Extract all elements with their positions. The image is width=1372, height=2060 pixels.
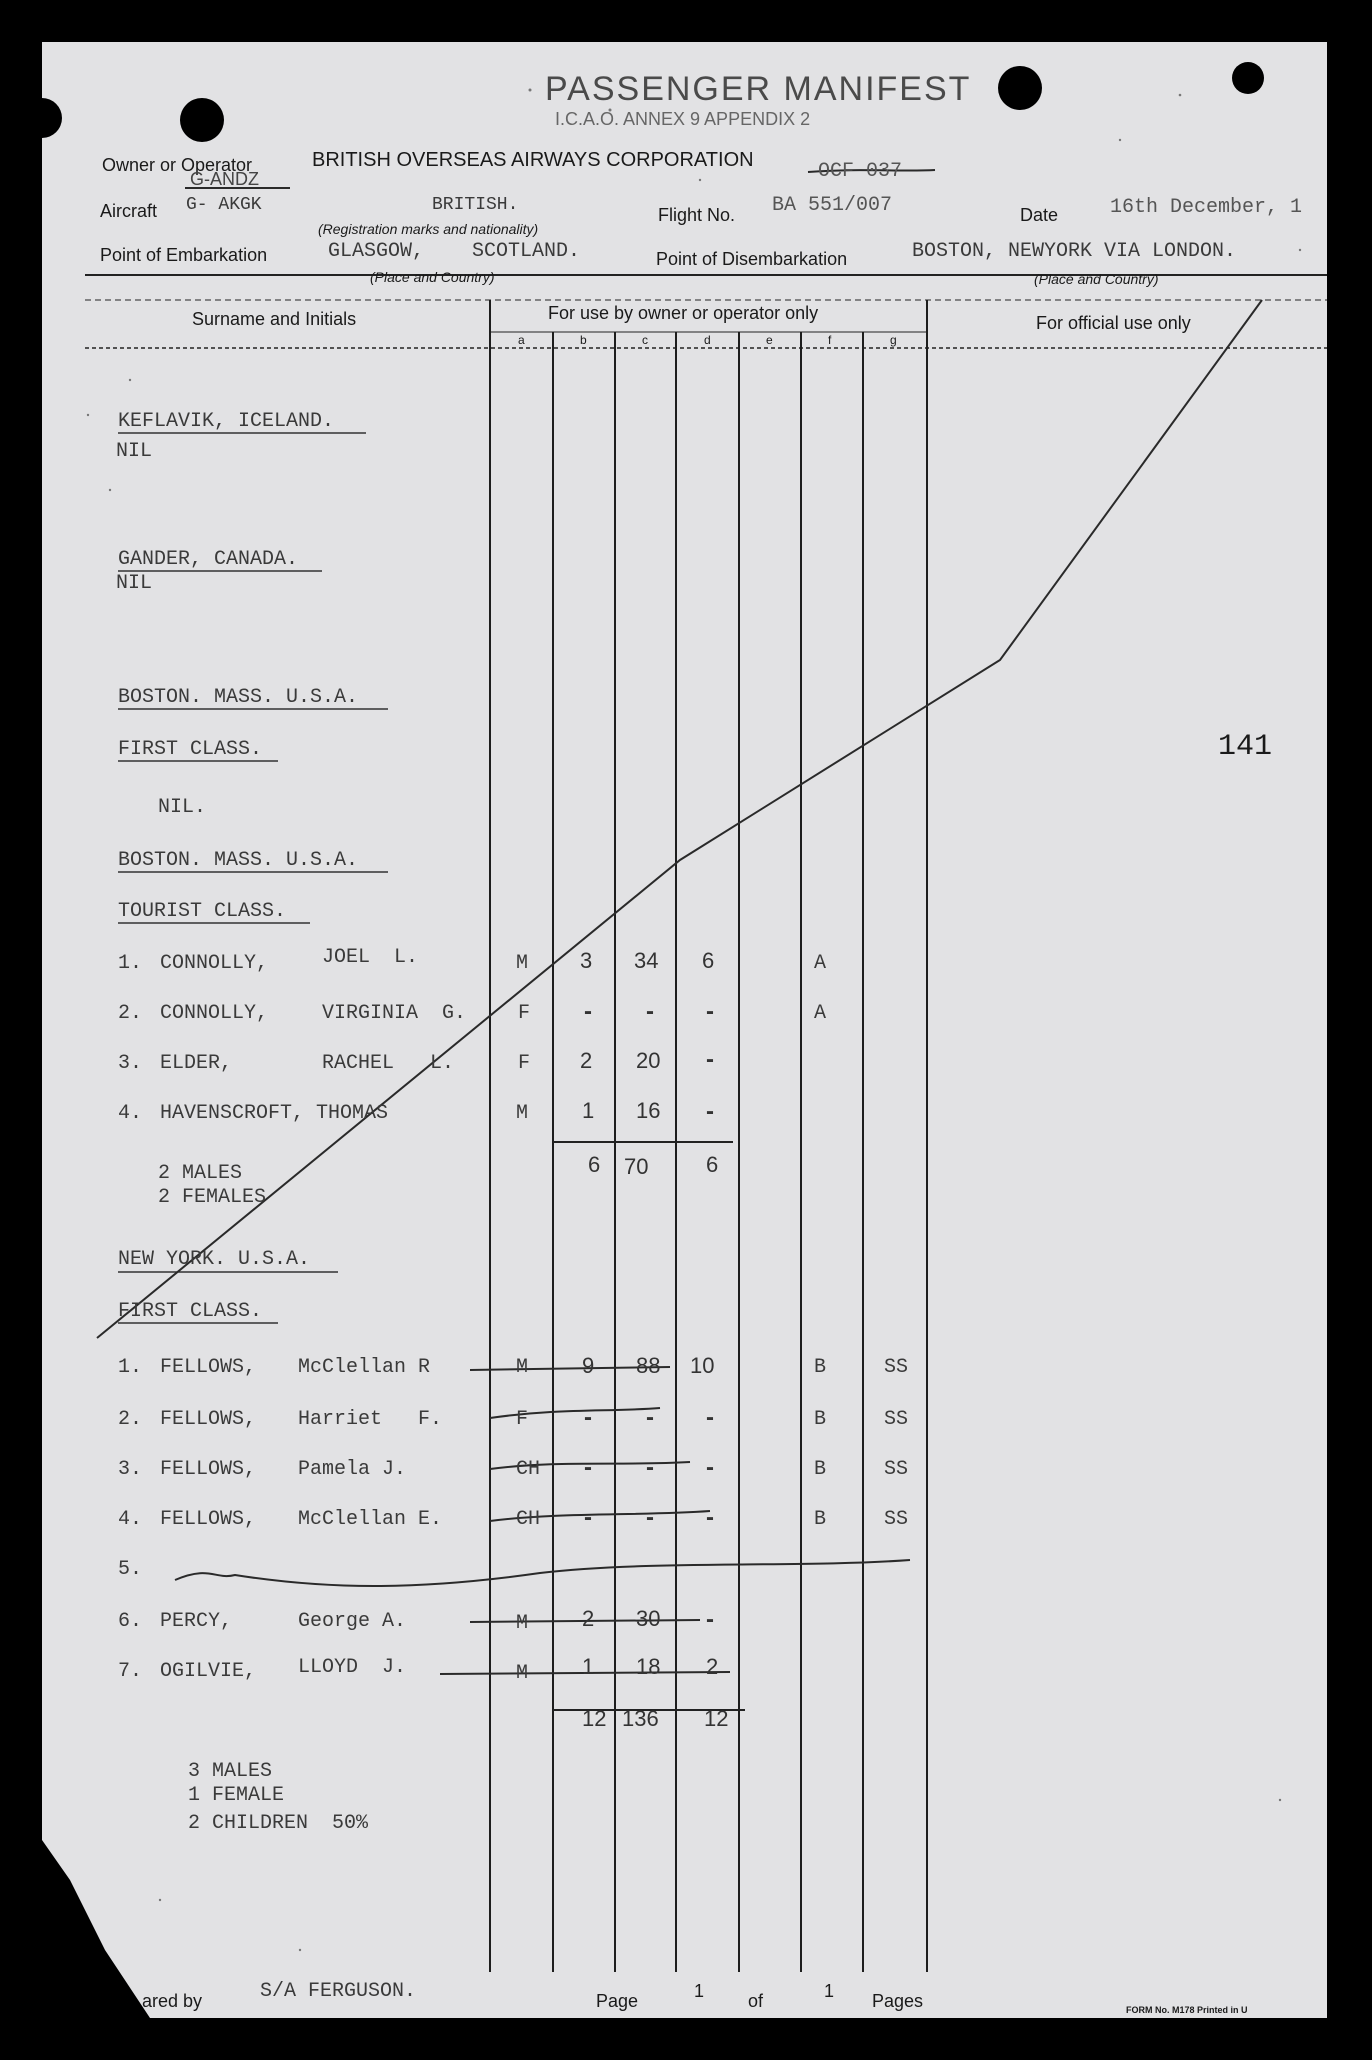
subcol-d: d	[704, 333, 711, 347]
passenger-col-a: CH	[516, 1508, 541, 1531]
disembarkation-label: Point of Disembarkation	[656, 249, 848, 269]
manifest-subtitle: I.C.A.O. ANNEX 9 APPENDIX 2	[555, 109, 811, 129]
punch-hole-center	[998, 66, 1042, 110]
passenger-num: 1.	[118, 1356, 143, 1379]
form-code-struck: OCF 037	[818, 160, 903, 183]
section-keflavik-nil: NIL	[116, 440, 153, 463]
embarkation-note: (Place and Country)	[370, 269, 495, 285]
section-first-class-2: FIRST CLASS.	[118, 1300, 263, 1323]
passenger-col-b: 3	[580, 948, 593, 973]
aircraft-nationality: BRITISH.	[432, 195, 519, 215]
passenger-surname: CONNOLLY,	[160, 1002, 269, 1025]
passenger-col-d: 10	[690, 1353, 715, 1378]
form-number: FORM No. M178 Printed in U	[1126, 2005, 1248, 2015]
date-value: 16th December, 1	[1110, 196, 1303, 219]
page-value: 1	[694, 1981, 705, 2001]
passenger-col-b: 2	[580, 1048, 593, 1073]
newyork-total-d: 12	[704, 1706, 729, 1731]
of-label: of	[748, 1991, 764, 2011]
passenger-col-d: -	[706, 1454, 714, 1481]
subcol-g: g	[890, 333, 897, 347]
passenger-given: George A.	[298, 1610, 407, 1633]
passenger-num: 2.	[118, 1408, 143, 1431]
passenger-given: JOEL L.	[322, 946, 419, 969]
passenger-num: 7.	[118, 1660, 143, 1683]
passenger-col-b: -	[584, 998, 592, 1025]
passenger-col-d: -	[706, 1504, 714, 1531]
passenger-col-c: -	[646, 998, 654, 1025]
prepared-by-label: ared by	[142, 1991, 203, 2011]
manifest-title: PASSENGER MANIFEST	[545, 70, 972, 108]
passenger-given: VIRGINIA G.	[322, 1002, 467, 1025]
date-label: Date	[1020, 205, 1059, 225]
boston-summary-females: 2 FEMALES	[158, 1186, 267, 1209]
section-gander: GANDER, CANADA.	[118, 548, 299, 571]
boston-total-c: 70	[624, 1154, 649, 1179]
passenger-col-c: 20	[636, 1048, 661, 1073]
flight-label: Flight No.	[658, 205, 736, 225]
passenger-col-g: SS	[884, 1356, 909, 1379]
newyork-summary-children: 2 CHILDREN 50%	[188, 1812, 369, 1835]
prepared-by-value: S/A FERGUSON.	[260, 1980, 417, 2003]
subcol-e: e	[766, 333, 773, 347]
page-number-stamp: 141	[1218, 730, 1273, 764]
passenger-col-c: 16	[636, 1098, 661, 1123]
section-newyork: NEW YORK. U.S.A.	[118, 1248, 311, 1271]
passenger-surname: CONNOLLY,	[160, 952, 269, 975]
passenger-col-g: SS	[884, 1458, 909, 1481]
owner-label: Owner or Operator	[102, 155, 253, 175]
passenger-surname: PERCY,	[160, 1610, 233, 1633]
passenger-given: McClellan E.	[298, 1508, 443, 1531]
passenger-col-g: SS	[884, 1508, 909, 1531]
subcol-b: b	[580, 333, 587, 347]
passenger-col-b: -	[584, 1404, 592, 1431]
passenger-surname: FELLOWS,	[160, 1508, 257, 1531]
passenger-col-f: A	[814, 952, 827, 975]
passenger-surname: ELDER,	[160, 1052, 233, 1075]
newyork-total-b: 12	[582, 1706, 607, 1731]
passenger-col-c: -	[646, 1504, 654, 1531]
passenger-surname: FELLOWS,	[160, 1458, 257, 1481]
disembarkation-note: (Place and Country)	[1034, 271, 1159, 287]
passenger-col-d: -	[706, 1606, 714, 1633]
passenger-num: 5.	[118, 1558, 143, 1581]
passenger-col-a: F	[518, 1052, 531, 1075]
passenger-col-c: -	[646, 1454, 654, 1481]
passenger-col-b: 1	[582, 1098, 595, 1123]
passenger-col-d: -	[706, 1046, 714, 1073]
aircraft-label: Aircraft	[100, 201, 158, 221]
passenger-surname: FELLOWS,	[160, 1408, 257, 1431]
passenger-col-c: 88	[636, 1353, 661, 1378]
passenger-given: McClellan R	[298, 1356, 431, 1379]
paper-sheet	[42, 42, 1327, 2018]
passenger-num: 1.	[118, 952, 143, 975]
pages-label: Pages	[872, 1991, 924, 2011]
passenger-col-b: -	[584, 1504, 592, 1531]
passenger-col-c: 34	[634, 948, 659, 973]
embarkation-label: Point of Embarkation	[100, 245, 268, 265]
punch-hole-edge	[22, 98, 62, 138]
official-use-column-header: For official use only	[1036, 313, 1191, 333]
passenger-col-b: 9	[582, 1353, 595, 1378]
passenger-col-f: B	[814, 1408, 827, 1431]
section-first-class-1: FIRST CLASS.	[118, 738, 263, 761]
passenger-col-a: M	[516, 1612, 529, 1635]
passenger-col-a: F	[516, 1408, 529, 1431]
disembarkation-value: BOSTON, NEWYORK VIA LONDON.	[912, 240, 1237, 263]
passenger-num: 3.	[118, 1052, 143, 1075]
passenger-surname: OGILVIE,	[160, 1660, 257, 1683]
passenger-col-a: M	[516, 1662, 529, 1685]
aircraft-registration: G- AKGK	[186, 195, 262, 215]
passenger-given: Harriet F.	[298, 1408, 443, 1431]
passenger-col-f: A	[814, 1002, 827, 1025]
passenger-col-f: B	[814, 1508, 827, 1531]
punch-hole-right	[1232, 62, 1264, 94]
passenger-surname: HAVENSCROFT, THOMAS	[160, 1102, 389, 1125]
passenger-col-a: F	[518, 1002, 531, 1025]
flight-value: BA 551/007	[772, 194, 893, 217]
passenger-col-d: 2	[706, 1654, 719, 1679]
passenger-col-b: 1	[582, 1654, 595, 1679]
passenger-col-a: M	[516, 1102, 529, 1125]
passenger-col-c: 18	[636, 1654, 661, 1679]
section-keflavik: KEFLAVIK, ICELAND.	[118, 410, 335, 433]
passenger-num: 2.	[118, 1002, 143, 1025]
passenger-col-d: 6	[702, 948, 715, 973]
owner-struck-text: G-ANDZ	[190, 169, 259, 189]
of-value: 1	[824, 1981, 835, 2001]
passenger-col-d: -	[706, 1404, 714, 1431]
passenger-given: RACHEL L.	[322, 1052, 455, 1075]
passenger-given: LLOYD J.	[298, 1656, 407, 1679]
owner-use-column-header: For use by owner or operator only	[548, 303, 819, 323]
newyork-total-c: 136	[622, 1706, 659, 1731]
boston-summary-males: 2 MALES	[158, 1162, 243, 1185]
subcol-f: f	[828, 333, 832, 347]
passenger-num: 4.	[118, 1508, 143, 1531]
subcol-c: c	[642, 333, 648, 347]
passenger-col-g: SS	[884, 1408, 909, 1431]
section-nil-first: NIL.	[158, 796, 207, 819]
page-label: Page	[596, 1991, 639, 2011]
aircraft-note: (Registration marks and nationality)	[318, 221, 539, 237]
passenger-col-c: 30	[636, 1606, 661, 1631]
passenger-col-d: -	[706, 998, 714, 1025]
passenger-col-f: B	[814, 1458, 827, 1481]
section-tourist-class: TOURIST CLASS.	[118, 900, 287, 923]
punch-hole-left	[180, 98, 224, 142]
passenger-num: 3.	[118, 1458, 143, 1481]
passenger-col-a: CH	[516, 1458, 541, 1481]
passenger-given: Pamela J.	[298, 1458, 407, 1481]
boston-total-d: 6	[706, 1152, 719, 1177]
owner-value: BRITISH OVERSEAS AIRWAYS CORPORATION	[312, 149, 754, 171]
passenger-col-a: M	[516, 1356, 529, 1379]
passenger-col-b: 2	[582, 1606, 595, 1631]
passenger-num: 6.	[118, 1610, 143, 1633]
surname-column-header: Surname and Initials	[192, 309, 357, 329]
passenger-col-d: -	[706, 1098, 714, 1125]
passenger-surname: FELLOWS,	[160, 1356, 257, 1379]
subcol-a: a	[518, 333, 525, 347]
newyork-summary-males: 3 MALES	[188, 1760, 273, 1783]
section-gander-nil: NIL	[116, 572, 153, 595]
boston-total-b: 6	[588, 1152, 601, 1177]
passenger-col-f: B	[814, 1356, 827, 1379]
passenger-col-c: -	[646, 1404, 654, 1431]
passenger-num: 4.	[118, 1102, 143, 1125]
passenger-col-a: M	[516, 952, 529, 975]
section-boston-first: BOSTON. MASS. U.S.A.	[118, 686, 359, 709]
embarkation-value: GLASGOW, SCOTLAND.	[328, 240, 581, 263]
passenger-col-b: -	[584, 1454, 592, 1481]
section-boston-tourist: BOSTON. MASS. U.S.A.	[118, 849, 359, 872]
newyork-summary-female: 1 FEMALE	[188, 1784, 285, 1807]
